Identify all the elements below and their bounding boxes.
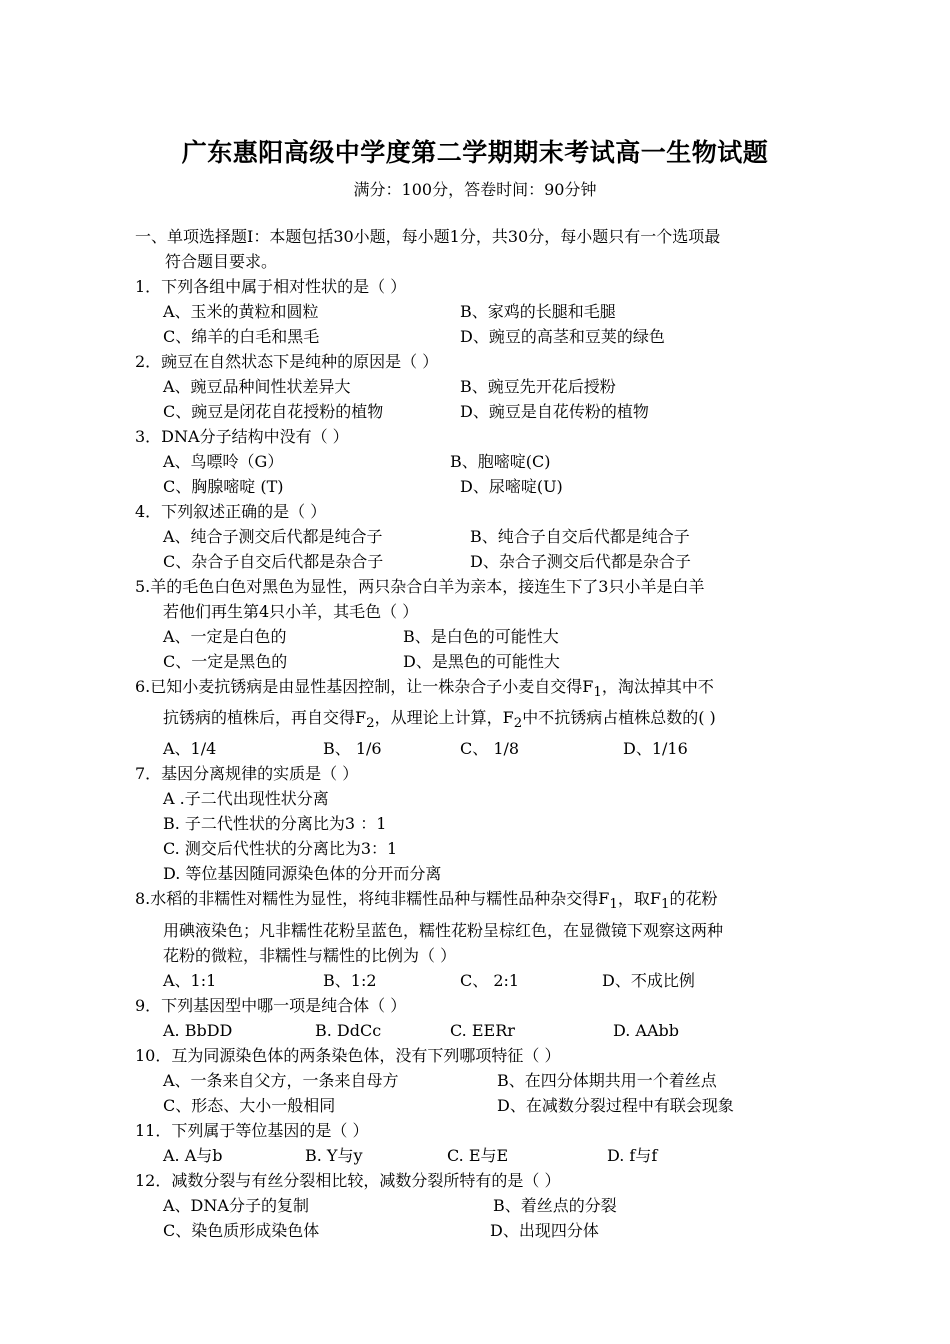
question-4-option-c: C、杂合子自交后代都是杂合子 (163, 552, 384, 571)
question-10-option-c: C、形态、大小一般相同 (163, 1095, 336, 1115)
question-5-option-a: A、一定是白色的 (163, 627, 287, 646)
question-4-options-row1 (135, 524, 825, 549)
question-2-option-d: D、豌豆是自花传粉的植物 (460, 402, 649, 421)
question-10-options-row1 (135, 1068, 825, 1093)
question-2-options-row2 (135, 399, 825, 424)
question-3-option-a: A、鸟嘌呤（G） (163, 452, 284, 471)
question-2-stem: 2．豌豆在自然状态下是纯种的原因是（ ） (135, 352, 439, 371)
question-6-options (135, 736, 825, 761)
question-4-option-b: B、纯合子自交后代都是纯合子 (470, 527, 690, 546)
question-9-options (135, 1018, 825, 1043)
question-3-options-row2 (135, 474, 825, 499)
question-12-option-b: B、着丝点的分裂 (493, 1195, 617, 1215)
question-5-option-b: B、是白色的可能性大 (403, 627, 559, 646)
question-8-option-a: A、1:1 (163, 970, 217, 990)
question-8-option-b: B、1:2 (323, 970, 377, 990)
question-5-options-row2 (135, 649, 825, 674)
question-1-option-d: D、豌豆的高茎和豆荚的绿色 (460, 327, 665, 346)
exam-content (135, 224, 825, 1243)
question-1-option-c: C、绵羊的白毛和黑毛 (163, 327, 320, 346)
question-6-option-b: B、 1/6 (323, 739, 382, 759)
question-11-stem: 11．下列属于等位基因的是（ ） (135, 1120, 369, 1140)
exam-info: 满分：100分，答卷时间：90分钟 (353, 180, 597, 199)
question-10-stem: 10．互为同源染色体的两条染色体，没有下列哪项特征（ ） (135, 1045, 561, 1065)
question-1-options-row1 (135, 299, 825, 324)
question-10-option-d: D、在减数分裂过程中有联会现象 (497, 1095, 734, 1115)
question-8-stem: 8.水稻的非糯性对糯性为显性，将纯非糯性品种与糯性品种杂交得$F_1$，取$F_1$的花粉 (135, 889, 718, 913)
question-2-option-b: B、豌豆先开花后授粉 (460, 377, 616, 396)
question-8-option-c: C、 2:1 (460, 970, 520, 990)
question-12-option-d: D、出现四分体 (490, 1220, 599, 1240)
question-5-option-d: D、是黑色的可能性大 (403, 652, 560, 671)
question-9-stem: 9．下列基因型中哪一项是纯合体（ ） (135, 995, 407, 1015)
page-title: 广东惠阳高级中学度第二学期期末考试高一生物试题 (181, 138, 769, 167)
question-5-stem: 5.羊的毛色白色对黑色为显性，两只杂合白羊为亲本，接连生下了3只小羊是白羊 (135, 577, 705, 596)
question-8-option-d: D、不成比例 (602, 970, 695, 990)
question-8-options (135, 968, 825, 993)
question-3-options-row1 (135, 449, 825, 474)
question-10-option-b: B、在四分体期共用一个着丝点 (497, 1070, 717, 1090)
question-3-stem: 3．DNA分子结构中没有（ ） (135, 427, 349, 446)
question-7-option-a: A .子二代出现性状分离 (163, 789, 329, 809)
question-10-option-a: A、一条来自父方，一条来自母方 (163, 1070, 399, 1090)
question-12-option-a: A、DNA分子的复制 (163, 1195, 309, 1215)
question-6-option-a: A、1/4 (163, 739, 217, 759)
question-9-option-a: A. BbDD (163, 1020, 233, 1040)
question-2-option-c: C、豌豆是闭花自花授粉的植物 (163, 402, 384, 421)
question-1-option-b: B、家鸡的长腿和毛腿 (460, 302, 616, 321)
question-9-option-b: B. DdCc (315, 1020, 382, 1040)
question-5-stem-cont: 若他们再生第4只小羊，其毛色（ ） (163, 602, 419, 621)
question-3-option-d: D、尿嘧啶(U) (460, 477, 563, 496)
question-4-options-row2 (135, 549, 825, 574)
question-11-option-a: A. A与b (163, 1145, 223, 1165)
question-12-stem: 12．减数分裂与有丝分裂相比较，减数分裂所特有的是（ ） (135, 1170, 561, 1190)
question-1-option-a: A、玉米的黄粒和圆粒 (163, 302, 319, 321)
question-7-stem: 7．基因分离规律的实质是（ ） (135, 764, 359, 784)
question-11-option-c: C. E与E (447, 1145, 509, 1165)
question-9-option-d: D. AAbb (613, 1020, 680, 1040)
section-heading: 一、单项选择题Ⅰ：本题包括30小题，每小题1分，共30分，每小题只有一个选项最 符合题目要求。 (135, 227, 721, 271)
question-7-option-b: B. 子二代性状的分离比为3 ：1 (163, 814, 387, 834)
question-1-stem: 1．下列各组中属于相对性状的是（ ） (135, 277, 407, 296)
question-11-option-b: B. Y与y (305, 1145, 363, 1165)
question-12-options-row1 (135, 1193, 825, 1218)
question-4-option-d: D、杂合子测交后代都是杂合子 (470, 552, 691, 571)
question-3-option-b: B、胞嘧啶(C) (450, 452, 551, 471)
question-2-option-a: A、豌豆品种间性状差异大 (163, 377, 351, 396)
question-12-options-row2 (135, 1218, 825, 1243)
question-12-option-c: C、染色质形成染色体 (163, 1220, 320, 1240)
question-4-option-a: A、纯合子测交后代都是纯合子 (163, 527, 383, 546)
question-7-option-c: C. 测交后代性状的分离比为3：1 (163, 839, 398, 859)
question-8-stem-cont: 用碘液染色；凡非糯性花粉呈蓝色，糯性花粉呈棕红色，在显微镜下观察这两种 (163, 920, 724, 940)
question-3-option-c: C、胸腺嘧啶 (T) (163, 477, 284, 496)
question-6-option-c: C、 1/8 (460, 739, 520, 759)
question-9-option-c: C. EERr (450, 1020, 515, 1040)
question-6-option-d: D、1/16 (623, 739, 688, 759)
question-8-stem-cont2: 花粉的微粒，非糯性与糯性的比例为（ ） (163, 945, 457, 965)
question-1-options-row2 (135, 324, 825, 349)
question-11-option-d: D. f与f (607, 1145, 658, 1165)
question-5-option-c: C、一定是黑色的 (163, 652, 288, 671)
question-11-options (135, 1143, 825, 1168)
question-6-stem-cont: 抗锈病的植株后，再自交得$F_2$，从理论上计算，$F_2$中不抗锈病占植株总数的( ) (163, 708, 716, 732)
question-4-stem: 4．下列叙述正确的是（ ） (135, 502, 327, 521)
question-6-stem: 6.已知小麦抗锈病是由显性基因控制，让一株杂合子小麦自交得$F_1$，淘汰掉其中不 (135, 677, 714, 701)
question-2-options-row1 (135, 374, 825, 399)
question-10-options-row2 (135, 1093, 825, 1118)
question-7-option-d: D. 等位基因随同源染色体的分开而分离 (163, 864, 442, 884)
question-5-options-row1 (135, 624, 825, 649)
